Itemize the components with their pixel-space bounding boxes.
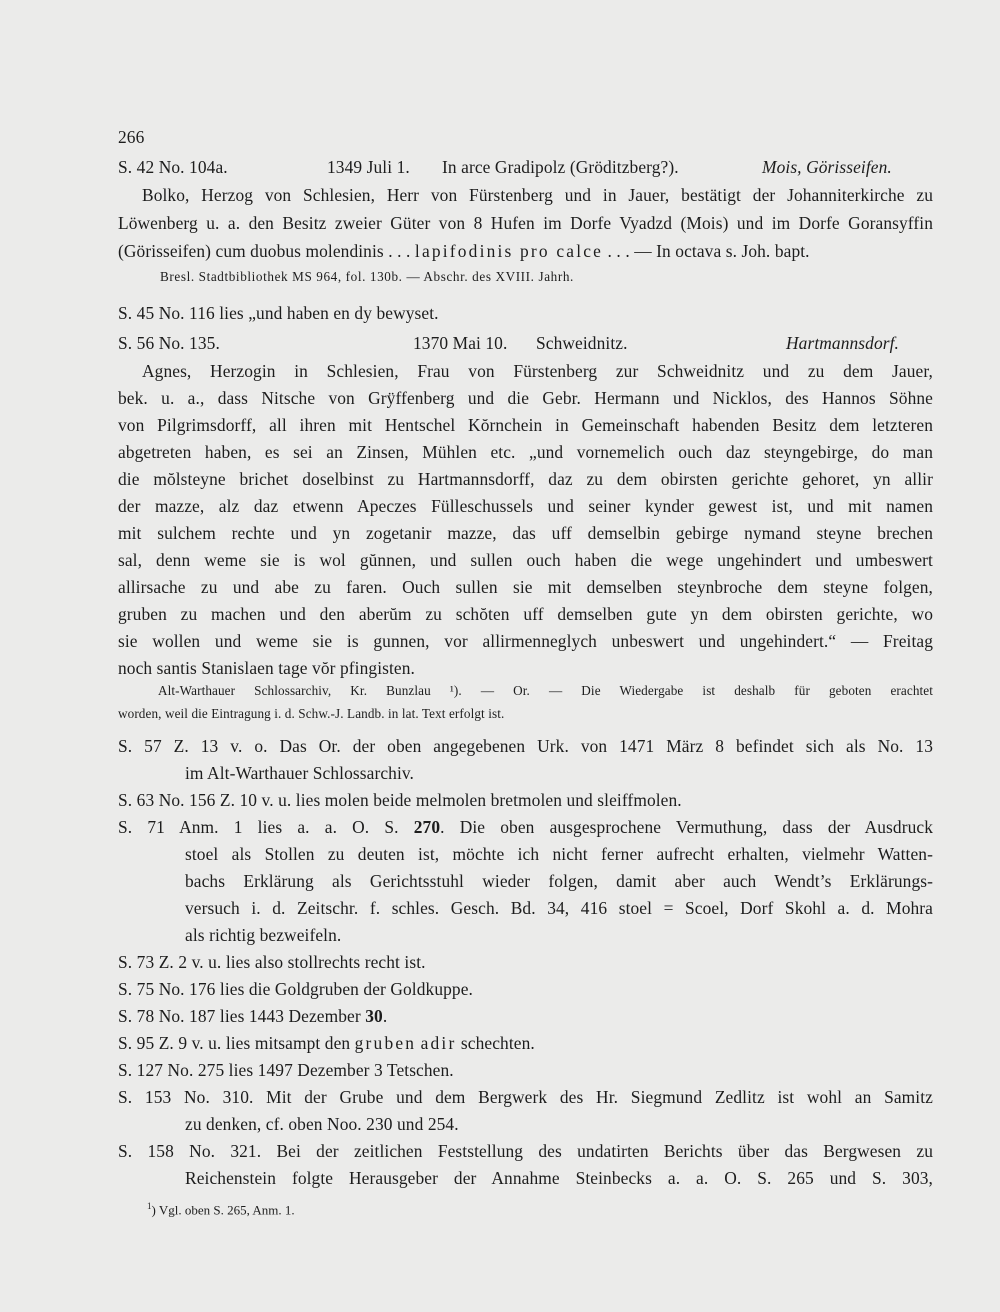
correction-continuation: als richtig bezweifeln. (185, 925, 342, 945)
entry-text-line: sie wollen und weme sie is gunnen, vor allirmenneglych unbeswert und ungehindert.“ — Freitag (118, 631, 933, 651)
entry-text-line: abgetreten haben, es sei an Zinsen, Mühlen etc. „und vornemelich ouch daz steyngebirge, do man (118, 442, 933, 462)
entry-text-line: noch santis Stanislaen tage vŏr pfingisten. (118, 658, 415, 678)
correction-s95 (118, 1032, 535, 1054)
correction-continuation: stoel als Stollen zu deuten ist, möchte ich nicht ferner aufrecht erhalten, vielmehr Watten- (185, 844, 933, 864)
correction-s71 (118, 816, 933, 838)
correction-s63: S. 63 No. 156 Z. 10 v. u. lies molen beide melmolen bretmolen und sleiffmolen. (118, 790, 682, 810)
footnote-mark: 1 (147, 1201, 152, 1211)
correction-continuation: versuch i. d. Zeitschr. f. schles. Gesch. Bd. 34, 416 stoel = Scoel, Dorf Skohl a. d. Mohra (185, 898, 933, 918)
correction-continuation: im Alt-Warthauer Schlossarchiv. (185, 763, 415, 783)
entry-reference: S. 42 No. 104a. (118, 157, 228, 177)
entry-title: Mois, Görisseifen. (762, 157, 892, 177)
text-segment: . . . — In octava s. Joh. bapt. (603, 241, 810, 261)
entry-text-line: mit sulchem rechte und yn zogetanir mazze, das uff demselbin gebirge nymand steyne brechen (118, 523, 933, 543)
correction-continuation: bachs Erklärung als Gerichtsstuhl wieder folgen, damit aber auch Wendt’s Erklärungs- (185, 871, 933, 891)
text-segment: . (382, 1006, 388, 1026)
correction-s57: S. 57 Z. 13 v. o. Das Or. der oben angegebenen Urk. von 1471 März 8 befindet sich als No. 13 (118, 736, 933, 756)
correction-s75: S. 75 No. 176 lies die Goldgruben der Goldkuppe. (118, 979, 473, 999)
spaced-text: gruben (354, 1033, 417, 1053)
entry-text-line: allirsache zu und abe zu faren. Ouch sullen sie mit demselben steynbroche dem steyne folgen, (118, 577, 933, 597)
spaced-text: lapifodinis pro calce (414, 241, 604, 261)
entry-reference: S. 56 No. 135. (118, 333, 220, 353)
entry-text-line: gruben zu machen und den aberŭm zu schŏten uff demselben gute yn dem obirsten gerichte, wo (118, 604, 933, 624)
entry-source: Bresl. Stadtbibliothek MS 964, fol. 130b. — Abschr. des XVIII. Jahrh. (160, 269, 574, 284)
entry-title: Hartmannsdorf. (786, 333, 900, 353)
text-segment: S. 71 Anm. 1 lies a. a. O. S. (118, 817, 414, 837)
entry-text-line (118, 240, 933, 262)
entry-place: In arce Gradipolz (Gröditzberg?). (442, 157, 679, 177)
correction-s78 (118, 1005, 387, 1027)
entry-date: 1370 Mai 10. (413, 333, 508, 353)
entry-text-line: Löwenberg u. a. den Besitz zweier Güter von 8 Hufen im Dorfe Vyadzd (Mois) und im Dorfe Goransyffin (118, 213, 933, 233)
entry-text-line: Agnes, Herzogin in Schlesien, Frau von Fürstenberg zur Schweidnitz und zu dem Jauer, (142, 361, 933, 381)
entry-text-line: Bolko, Herzog von Schlesien, Herr von Fürstenberg und in Jauer, bestätigt der Johanniterkirche zu (142, 185, 933, 205)
bold-page-number: 270 (413, 817, 441, 837)
entry-source: worden, weil die Eintragung i. d. Schw.-J. Landb. in lat. Text erfolgt ist. (118, 706, 505, 721)
page-number: 266 (118, 127, 145, 147)
footnote-text: ) Vgl. oben S. 265, Anm. 1. (151, 1202, 295, 1218)
entry-text-line: der mazze, alz daz etwenn Apeczes Fülleschussels und seiner kynder gewest ist, und mit namen (118, 496, 933, 516)
entry-place: Schweidnitz. (536, 333, 628, 353)
entry-text-line: von Pilgrimsdorff, all ihren mit Hentschel Kŏrnchein in Gemeinschaft habenden Besitz dem letzteren (118, 415, 933, 435)
text-segment: schechten. (456, 1033, 535, 1053)
correction-s127: S. 127 No. 275 lies 1497 Dezember 3 Tetschen. (118, 1060, 454, 1080)
text-segment: S. 78 No. 187 lies 1443 Dezember (118, 1006, 366, 1026)
correction-s45: S. 45 No. 116 lies „und haben en dy bewyset. (118, 303, 439, 323)
text-segment: S. 95 Z. 9 v. u. lies mitsampt den (118, 1033, 355, 1053)
footnote (147, 1198, 295, 1218)
text-segment: . Die oben ausgesprochene Vermuthung, dass der Ausdruck (440, 817, 933, 837)
correction-continuation: zu denken, cf. oben Noo. 230 und 254. (185, 1114, 459, 1134)
bold-day: 30 (365, 1006, 383, 1026)
entry-source: Alt-Warthauer Schlossarchiv, Kr. Bunzlau ¹). — Or. — Die Wiedergabe ist deshalb für geboten erachtet (158, 683, 933, 698)
entry-date: 1349 Juli 1. (327, 157, 410, 177)
correction-s73: S. 73 Z. 2 v. u. lies also stollrechts recht ist. (118, 952, 426, 972)
entry-text-line: bek. u. a., dass Nitsche von Grÿffenberg und die Gebr. Hermann und Nicklos, des Hannos Söhne (118, 388, 933, 408)
entry-text-line: die mŏlsteyne brichet doselbinst zu Hartmannsdorff, daz zu dem obirsten gerichte gehoret, yn allir (118, 469, 933, 489)
spaced-text: adir (420, 1033, 457, 1053)
correction-s158: S. 158 No. 321. Bei der zeitlichen Feststellung des undatirten Berichts über das Bergwesen zu (118, 1141, 933, 1161)
text-segment: (Görisseifen) cum duobus molendinis . . . (118, 241, 415, 261)
entry-text-line: sal, denn weme sie is wol gŭnnen, und sullen ouch haben die wege ungehindert und umbeswert (118, 550, 933, 570)
correction-s153: S. 153 No. 310. Mit der Grube und dem Bergwerk des Hr. Siegmund Zedlitz ist wohl an Samitz (118, 1087, 933, 1107)
correction-continuation: Reichenstein folgte Herausgeber der Annahme Steinbecks a. a. O. S. 265 und S. 303, (185, 1168, 933, 1188)
